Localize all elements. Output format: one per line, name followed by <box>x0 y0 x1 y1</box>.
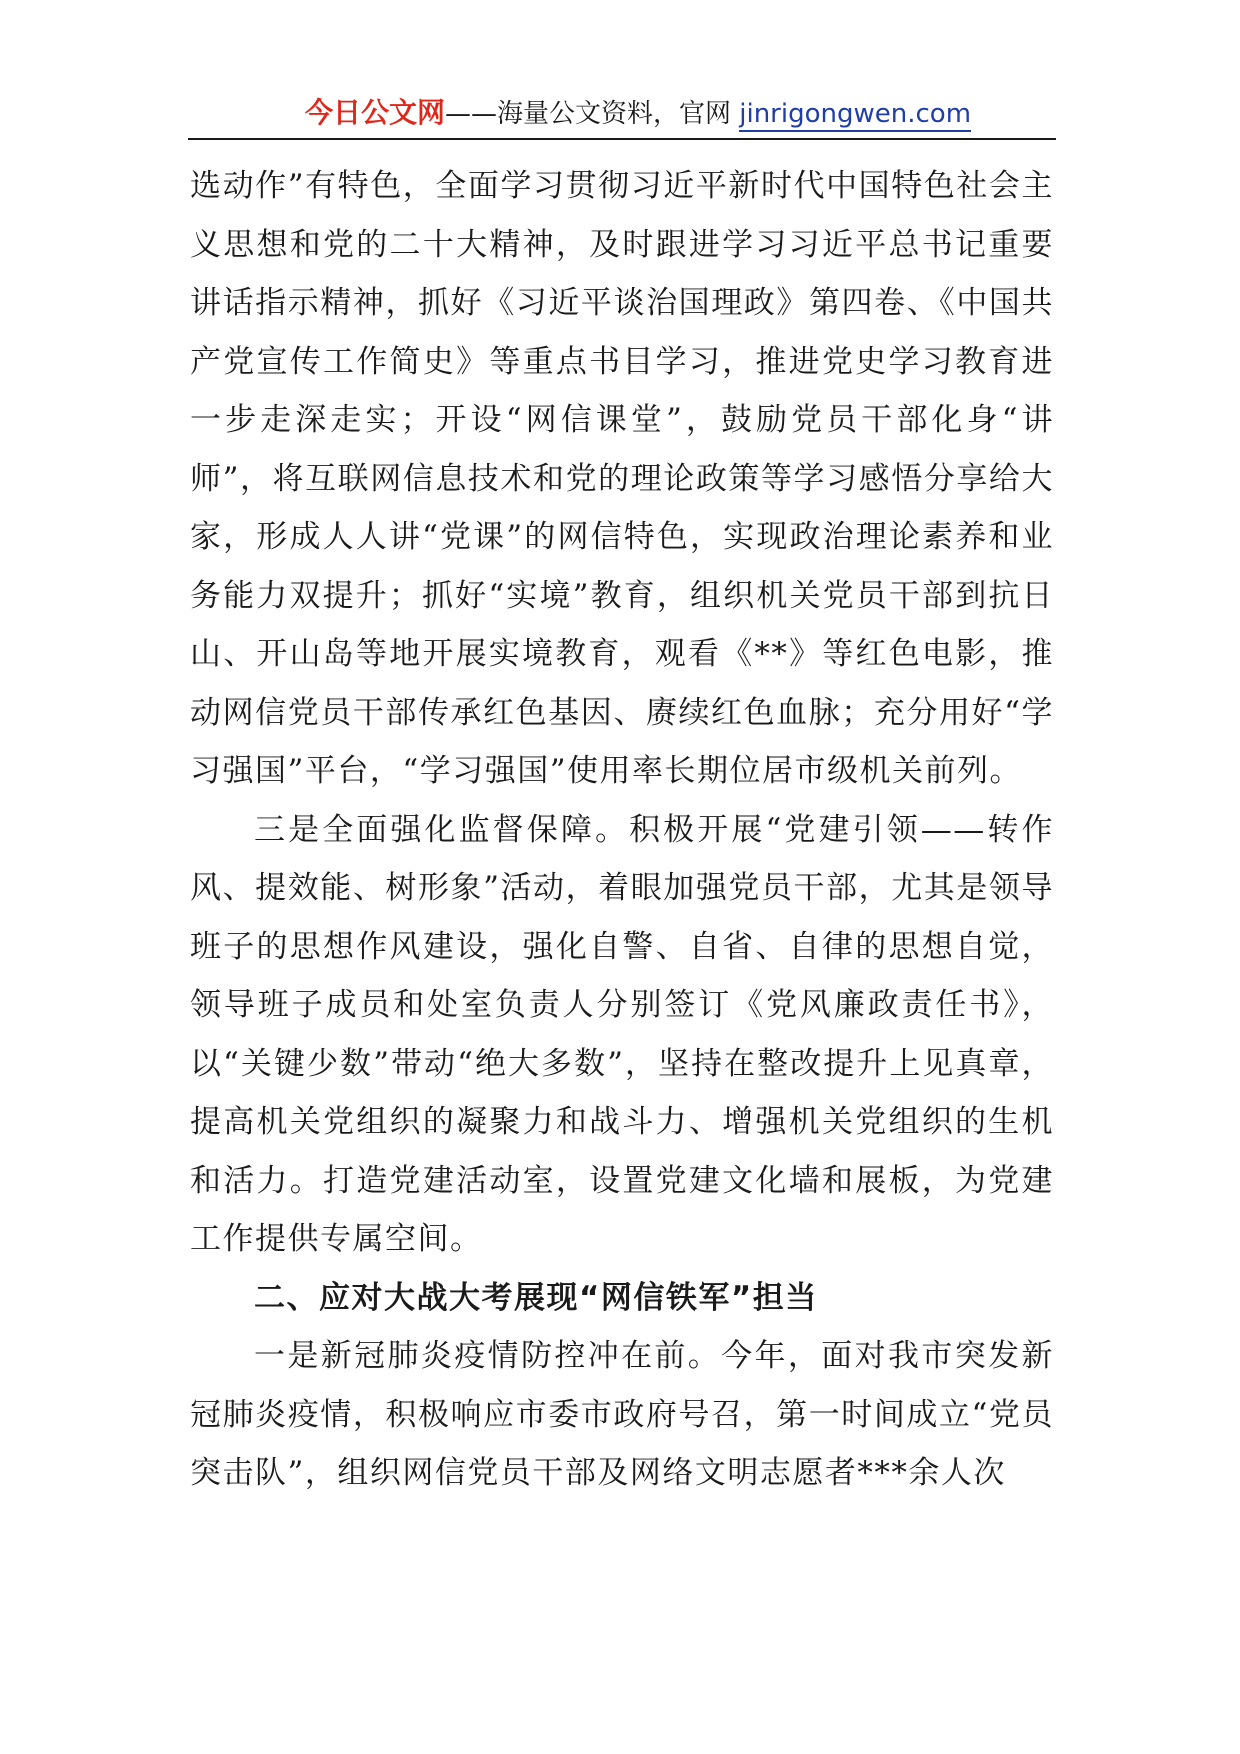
website-link[interactable]: jinrigongwen.com <box>739 99 971 132</box>
section-heading: 二、应对大战大考展现“网信铁军”担当 <box>254 1279 818 1316</box>
page-header <box>188 92 1056 140</box>
header-tagline: ——海量公文资料，官网 <box>444 99 740 129</box>
paragraph-continuation: 选动作”有特色，全面学习贯彻习近平新时代中国特色社会主义思想和党的二十大精神，及时跟进学习习近平总书记重要讲话指示精神，抓好《习近平谈治国理政》第四卷、《中国共产党宣传工作简史》等重点书目学习，推进党史学习教育进一步走深走实；开设“网信课堂”，鼓励党员干部化身“讲师”，将互联网信息技术和党的理论政策等学习感悟分享给大家，形成人人讲“党课”的网信特色，实现政治理论素养和业务能力双提升；抓好“实境”教育，组织机关党员干部到抗日山、开山岛等地开展实境教育，观看《**》等红色电影，推动网信党员干部传承红色基因、赓续红色血脉；充分用好“学习强国”平台，“学习强国”使用率长期位居市级机关前列。 <box>190 168 1054 789</box>
paragraph-epidemic: 一是新冠肺炎疫情防控冲在前。今年，面对我市突发新冠肺炎疫情，积极响应市委市政府号召，第一时间成立“党员突击队”，组织网信党员干部及网络文明志愿者***余人次 <box>190 1338 1054 1491</box>
brand-name: 今日公文网 <box>304 96 445 129</box>
document-body <box>190 157 1054 1503</box>
header-line <box>248 96 1028 131</box>
paragraph-supervision: 三是全面强化监督保障。积极开展“党建引领——转作风、提效能、树形象”活动，着眼加强党员干部，尤其是领导班子的思想作风建设，强化自警、自省、自律的思想自觉，领导班子成员和处室负责人分别签订《党风廉政责任书》，以“关键少数”带动“绝大多数”，坚持在整改提升上见真章，提高机关党组织的凝聚力和战斗力、增强机关党组织的生机和活力。打造党建活动室，设置党建文化墙和展板，为党建工作提供专属空间。 <box>190 811 1054 1257</box>
